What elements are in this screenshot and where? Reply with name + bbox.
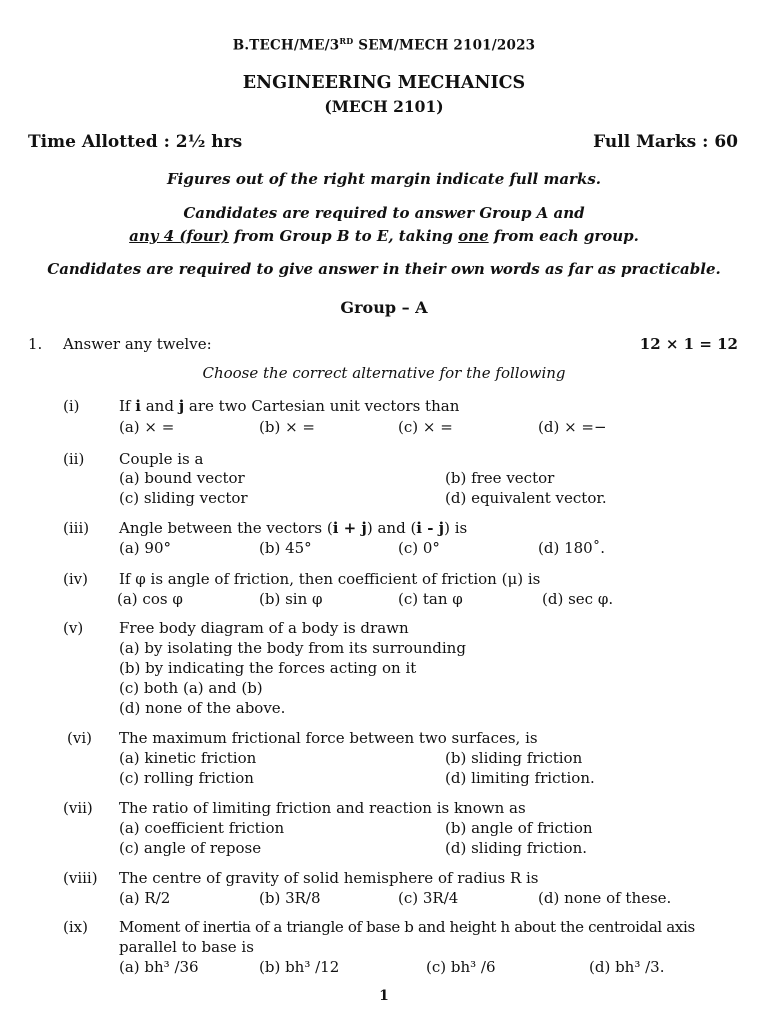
question-instruction: Choose the correct alternative for the following <box>202 364 566 382</box>
item-i-option-a: (a) × = <box>119 418 175 436</box>
item-vii-option-a: (a) coefficient friction <box>119 819 285 837</box>
item-vi-number: (vi) <box>67 729 92 747</box>
item-iv-option-d: (d) sec φ. <box>542 590 614 608</box>
question-number: 1. <box>28 335 43 353</box>
item-viii-stem: The centre of gravity of solid hemisphere of radius R is <box>119 869 539 887</box>
question-marks: 12 × 1 = 12 <box>639 335 738 353</box>
paper-subtitle: (MECH 2101) <box>324 97 444 116</box>
item-vi-option-c: (c) rolling friction <box>119 769 254 787</box>
instruction-answer: Candidates are required to answer Group A and <box>183 204 585 222</box>
item-ii-option-a: (a) bound vector <box>119 469 245 487</box>
item-vi-stem: The maximum frictional force between two surfaces, is <box>119 729 538 747</box>
item-i-option-d: (d) × =− <box>538 418 607 436</box>
item-vii-option-b: (b) angle of friction <box>445 819 593 837</box>
item-ix-option-c: (c) bh³ /6 <box>426 958 496 976</box>
item-vi-option-a: (a) kinetic friction <box>119 749 257 767</box>
item-vii-option-d: (d) sliding friction. <box>445 839 588 857</box>
item-iii-stem: Angle between the vectors (i + j) and (i - j) is <box>119 519 468 537</box>
item-vii-stem: The ratio of limiting friction and reaction is known as <box>119 799 526 817</box>
item-i-option-b: (b) × = <box>259 418 315 436</box>
item-iii-option-d: (d) 180˚. <box>538 539 605 557</box>
item-iii-option-b: (b) 45° <box>259 539 312 557</box>
item-iv-number: (iv) <box>63 570 88 588</box>
time-allotted: Time Allotted : 2½ hrs <box>28 132 243 152</box>
item-iv-option-c: (c) tan φ <box>398 590 463 608</box>
item-iv-stem: If φ is angle of friction, then coefficient of friction (μ) is <box>119 570 541 588</box>
page-number: 1 <box>379 988 389 1004</box>
item-viii-option-c: (c) 3R/4 <box>398 889 459 907</box>
item-iv-option-b: (b) sin φ <box>259 590 323 608</box>
question-text: Answer any twelve: <box>63 335 212 353</box>
instruction-own-words: Candidates are required to give answer in their own words as far as practicable. <box>47 260 721 278</box>
group-heading: Group – A <box>340 298 428 317</box>
item-v-option-d: (d) none of the above. <box>119 699 286 717</box>
paper-title: ENGINEERING MECHANICS <box>242 73 526 93</box>
full-marks: Full Marks : 60 <box>593 132 738 152</box>
item-iii-number: (iii) <box>63 519 90 537</box>
item-ix-stem-line2: parallel to base is <box>119 938 254 956</box>
item-viii-option-b: (b) 3R/8 <box>259 889 321 907</box>
item-ii-option-c: (c) sliding vector <box>119 489 248 507</box>
item-vii-option-c: (c) angle of repose <box>119 839 262 857</box>
item-viii-number: (viii) <box>63 869 98 887</box>
item-v-option-c: (c) both (a) and (b) <box>119 679 263 697</box>
item-v-number: (v) <box>63 619 84 637</box>
item-ii-number: (ii) <box>63 450 85 468</box>
item-vi-option-b: (b) sliding friction <box>445 749 583 767</box>
item-ix-stem-line1: Moment of inertia of a triangle of base b and height h about the centroidal axis <box>119 918 695 936</box>
item-iv-option-a: (a) cos φ <box>117 590 183 608</box>
item-ix-option-a: (a) bh³ /36 <box>119 958 199 976</box>
item-v-option-a: (a) by isolating the body from its surrounding <box>119 639 466 657</box>
item-iii-option-a: (a) 90° <box>119 539 172 557</box>
item-ix-option-d: (d) bh³ /3. <box>589 958 665 976</box>
instruction-marks: Figures out of the right margin indicate full marks. <box>166 170 602 188</box>
item-v-stem: Free body diagram of a body is drawn <box>119 619 409 637</box>
item-v-option-b: (b) by indicating the forces acting on it <box>119 659 417 677</box>
item-i-option-c: (c) × = <box>398 418 453 436</box>
item-ii-option-b: (b) free vector <box>445 469 555 487</box>
item-viii-option-a: (a) R/2 <box>119 889 171 907</box>
item-i-number: (i) <box>63 397 80 415</box>
instruction-groups: any 4 (four) from Group B to E, taking one from each group. <box>129 227 639 245</box>
item-i-stem: If i and j are two Cartesian unit vectors than <box>119 397 460 415</box>
item-viii-option-d: (d) none of these. <box>538 889 672 907</box>
item-ii-option-d: (d) equivalent vector. <box>445 489 607 507</box>
item-ii-stem: Couple is a <box>119 450 204 468</box>
item-iii-option-c: (c) 0° <box>398 539 440 557</box>
item-vii-number: (vii) <box>63 799 93 817</box>
item-vi-option-d: (d) limiting friction. <box>445 769 595 787</box>
paper-code: B.TECH/ME/3RD SEM/MECH 2101/2023 <box>232 36 536 54</box>
item-ix-number: (ix) <box>63 918 88 936</box>
item-ix-option-b: (b) bh³ /12 <box>259 958 340 976</box>
